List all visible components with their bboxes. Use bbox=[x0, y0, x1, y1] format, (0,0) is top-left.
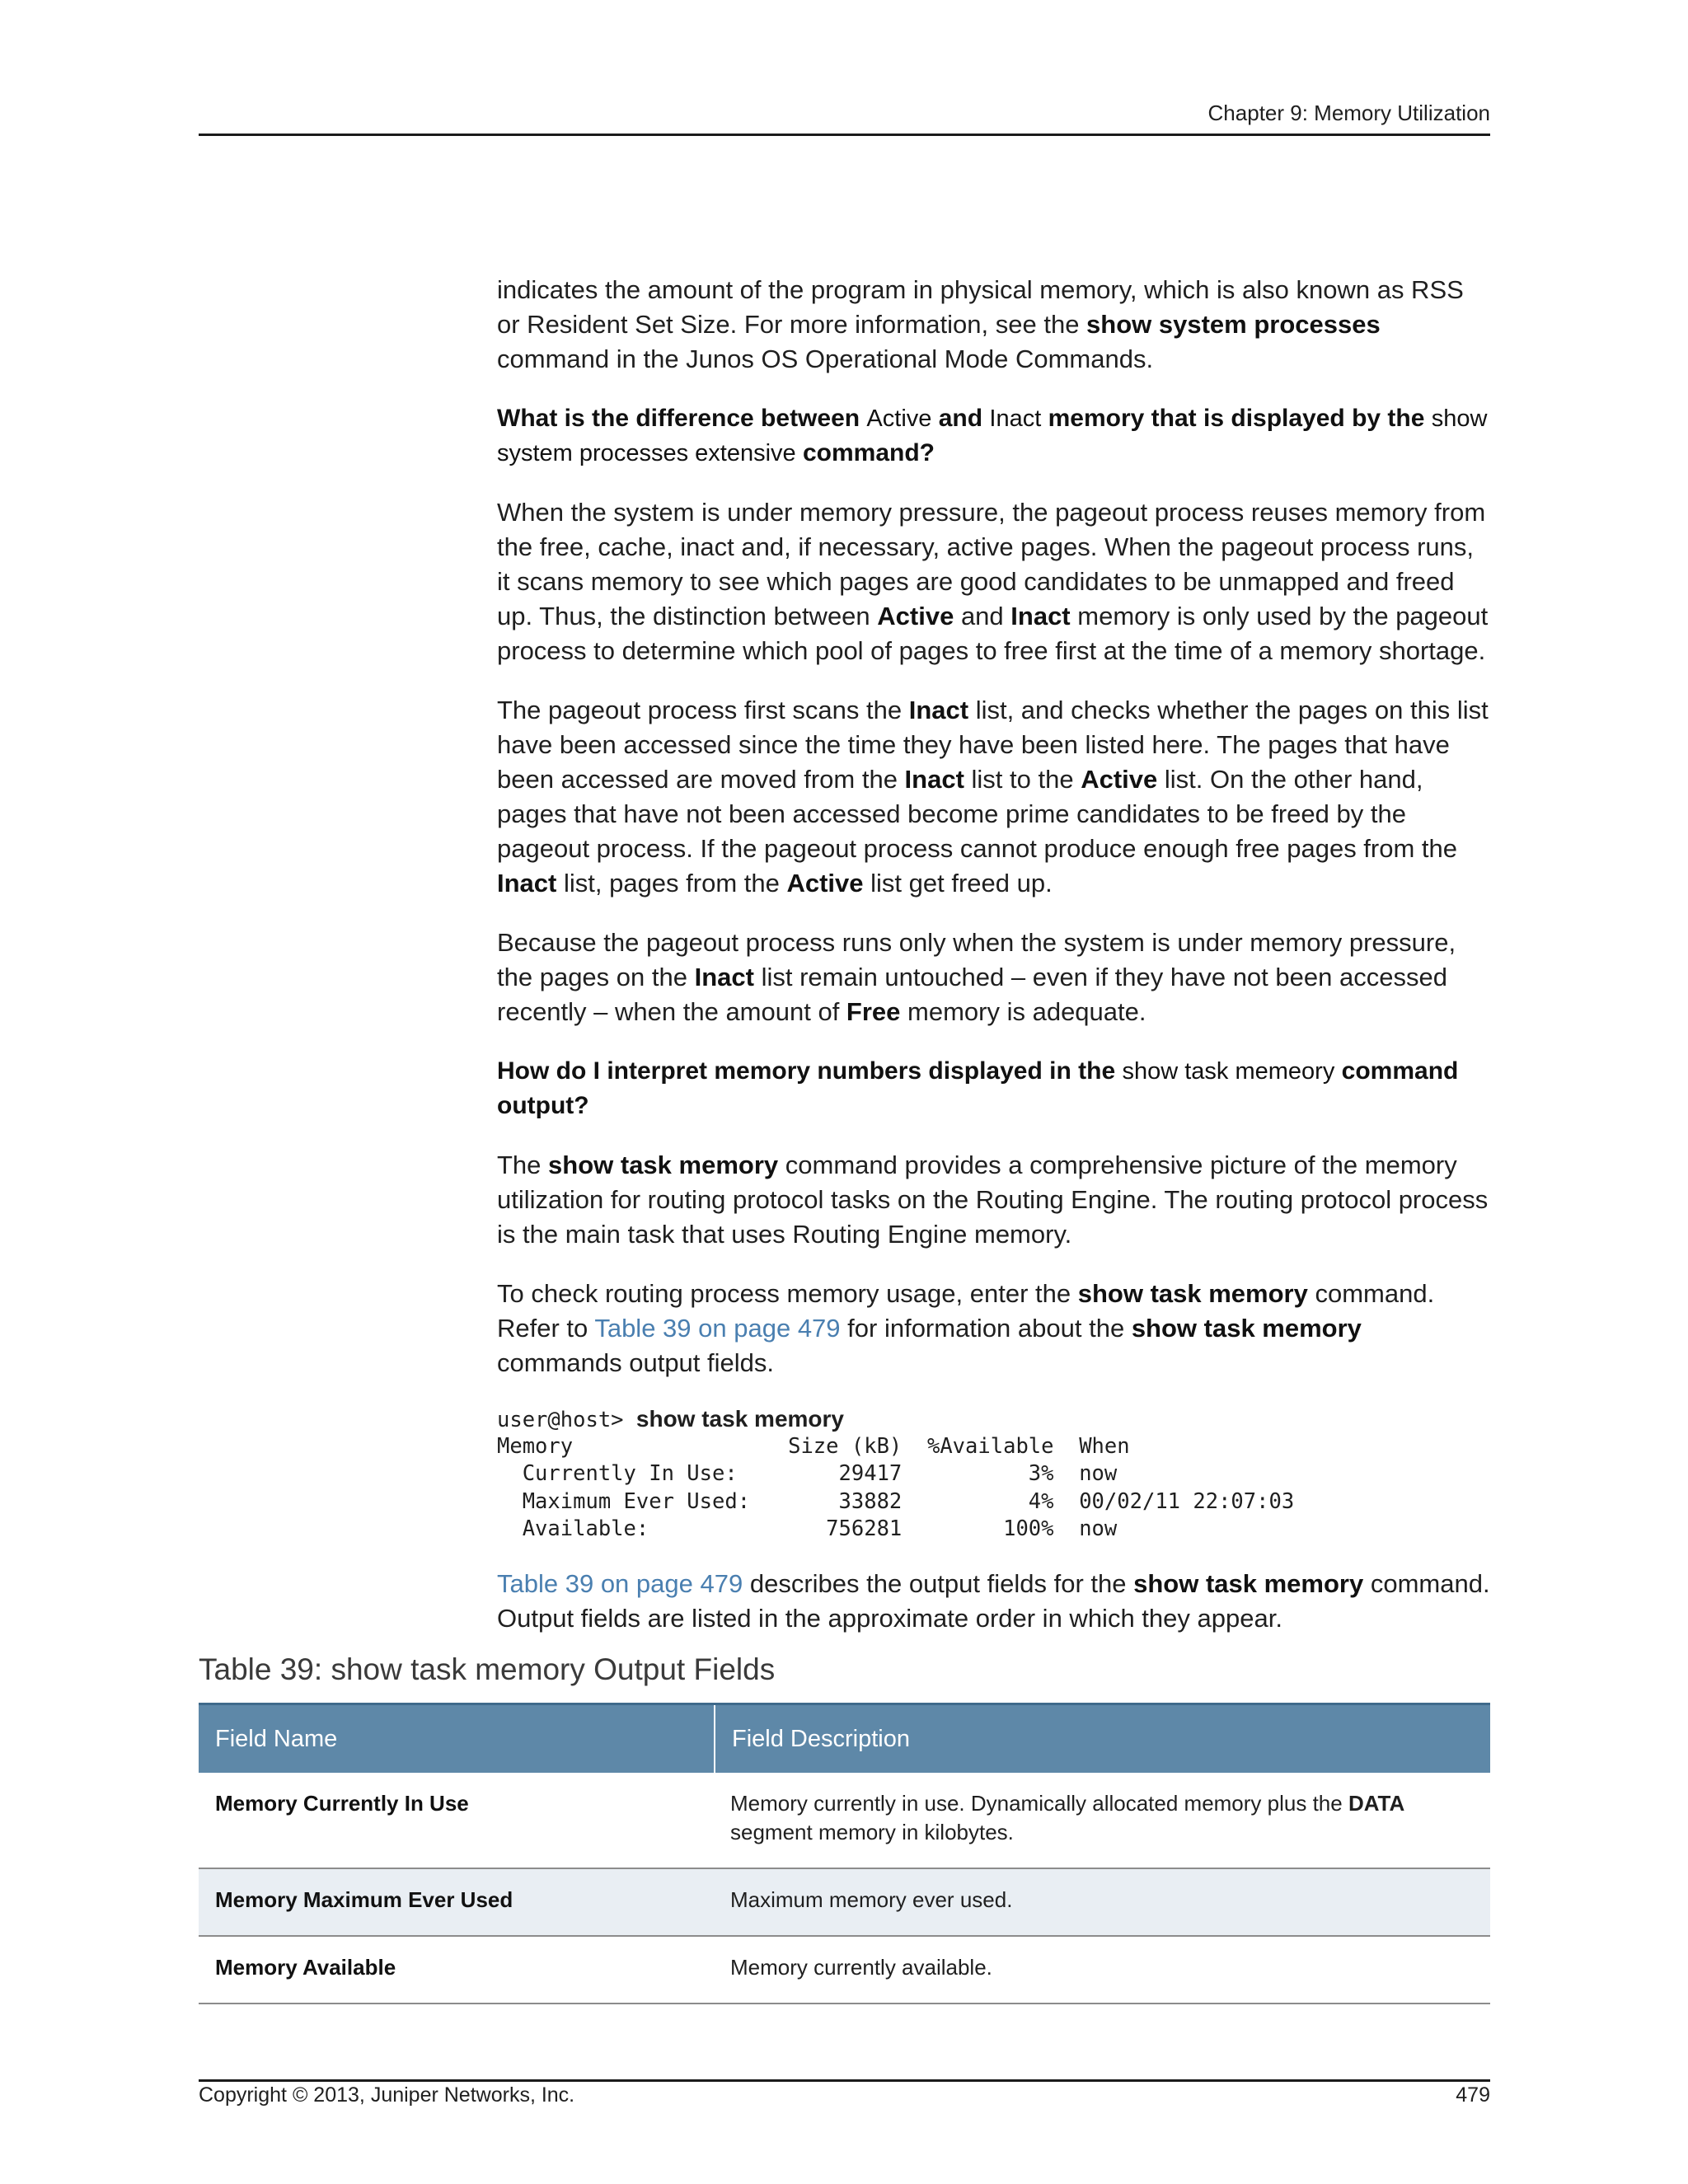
table-row bbox=[199, 1869, 1490, 1937]
running-header: Chapter 9: Memory Utilization bbox=[1207, 101, 1490, 125]
table-39-link[interactable]: Table 39 on page 479 bbox=[594, 1314, 841, 1343]
paragraph-show-task-memory: The show task memory command provides a comprehensive picture of the memory utilization for routing protocol tasks on the Routing Engine. The routing protocol process is the main task that uses Routing Engine memory. bbox=[497, 1151, 1489, 1249]
paragraph-table-intro: Table 39 on page 479 describes the output fields for the show task memory command. Output fields are listed in the approximate order in which they appear. bbox=[497, 1568, 1490, 1633]
copyright: Copyright © 2013, Juniper Networks, Inc. bbox=[199, 2083, 575, 2107]
paragraph-pageout-scan: The pageout process first scans the Inact list, and checks whether the pages on this list have been accessed since the time they have been listed here. The pages that have been accessed are moved from the Inact list to the Active list. On the other hand, pages that have not been accessed become prime candidates to be freed by the pageout process. If the pageout process cannot produce enough free pages from the Inact list, pages from the Active list get freed up. bbox=[497, 696, 1489, 898]
field-name-cell: Memory Currently In Use bbox=[215, 1791, 469, 1816]
table-row bbox=[199, 1937, 1490, 2004]
output-fields-table bbox=[199, 1703, 1490, 2004]
table-39-link[interactable]: Table 39 on page 479 bbox=[497, 1568, 743, 1598]
table-header-row bbox=[199, 1703, 1490, 1773]
footer-rule bbox=[199, 2079, 1490, 2082]
paragraph-memory-pressure: When the system is under memory pressure, the pageout process reuses memory from the free, cache, inact and, if necessary, active pages. When the pageout process runs, it scans memory to see which pages are good candidates to be unmapped and freed up. Thus, the distinction between Active and Inact memory is only used by the pageout process to determine which pool of pages to free first at the time of a memory shortage. bbox=[497, 498, 1489, 665]
cli-prompt: user@host> bbox=[497, 1408, 636, 1432]
cli-output-line: Maximum Ever Used: 33882 4% 00/02/11 22:07:03 bbox=[497, 1488, 1295, 1514]
cli-output-line: Currently In Use: 29417 3% now bbox=[497, 1461, 1118, 1487]
field-name-cell: Memory Maximum Ever Used bbox=[215, 1887, 513, 1912]
table-row bbox=[199, 1773, 1490, 1869]
column-header-field-name: Field Name bbox=[199, 1705, 715, 1773]
cli-output bbox=[497, 1405, 1490, 1544]
field-description-cell: Memory currently in use. Dynamically allocated memory plus the DATA segment memory in kilobytes. bbox=[730, 1791, 1405, 1844]
column-header-field-description: Field Description bbox=[732, 1725, 910, 1752]
field-description-cell: Maximum memory ever used. bbox=[730, 1887, 1013, 1912]
command-show-system-processes: show system processes bbox=[1086, 310, 1381, 339]
cli-output-line: Memory Size (kB) %Available When bbox=[497, 1433, 1130, 1459]
paragraph-check-usage: To check routing process memory usage, enter the show task memory command. Refer to Table 39 on page 479 for information about the show task memory commands output fields. bbox=[497, 1279, 1435, 1377]
header-rule bbox=[199, 134, 1490, 136]
cli-command: show task memory bbox=[635, 1406, 844, 1432]
cli-output-line: Available: 756281 100% now bbox=[497, 1516, 1118, 1542]
table-title: Table 39: show task memory Output Fields bbox=[199, 1652, 776, 1686]
question-active-inact: What is the difference between Active and Inact memory that is displayed by the show system processes extensive command? bbox=[497, 405, 1488, 466]
cli-prompt-line bbox=[497, 1405, 1490, 1433]
field-name-cell: Memory Available bbox=[215, 1955, 396, 1980]
body-column bbox=[497, 273, 1490, 1661]
paragraph-rss: indicates the amount of the program in physical memory, which is also known as RSS or Resident Set Size. For more information, see the show system processes command in the Junos OS Operational Mode Commands. bbox=[497, 275, 1464, 373]
field-description-cell: Memory currently available. bbox=[730, 1955, 992, 1980]
page-number: 479 bbox=[1456, 2083, 1490, 2107]
question-interpret-memory: How do I interpret memory numbers displayed in the show task memeory command output? bbox=[497, 1057, 1459, 1119]
paragraph-inact-untouched: Because the pageout process runs only when the system is under memory pressure, the pages on the Inact list remain untouched – even if they have not been accessed recently – when the amount of Free memory is adequate. bbox=[497, 928, 1456, 1026]
